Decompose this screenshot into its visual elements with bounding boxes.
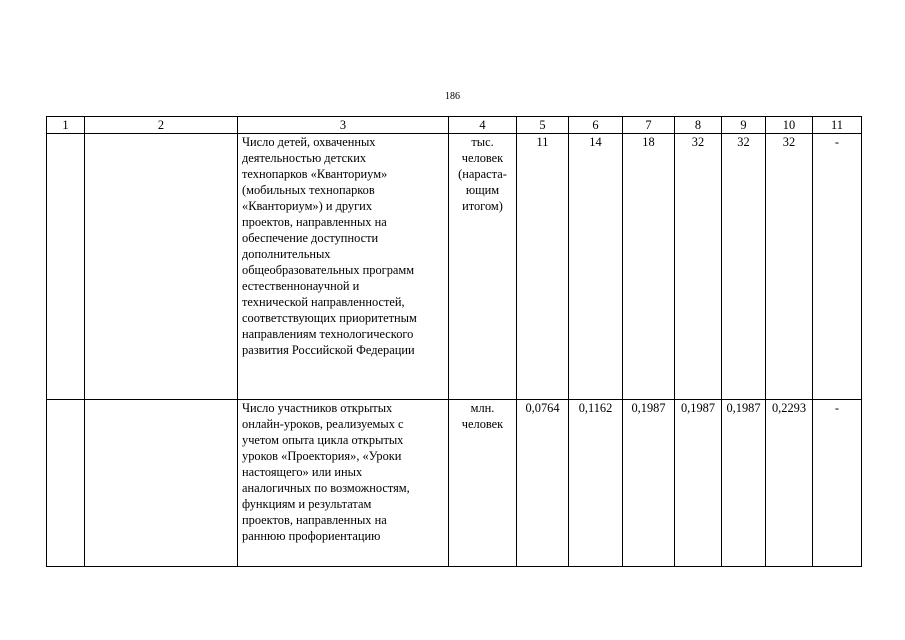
column-header: 1 [47, 117, 85, 134]
table-row [47, 400, 862, 567]
header-row [47, 117, 862, 134]
indicator-line: проектов, направленных на [242, 215, 387, 229]
value-cell: 0,1987 [675, 400, 722, 567]
value-cell: 11 [517, 134, 569, 400]
indicator-line: раннюю профориентацию [242, 529, 381, 543]
table-cell [47, 134, 85, 400]
indicator-line: естественнонаучной и [242, 279, 360, 293]
indicator-line: Число участников открытых [242, 401, 393, 415]
indicator-line: аналогичных по возможностям, [242, 481, 410, 495]
indicator-line: функциям и результатам [242, 497, 372, 511]
unit-cell [449, 134, 517, 400]
unit-line: (нараста- [458, 167, 507, 181]
value-cell: 0,1987 [722, 400, 766, 567]
table-cell [47, 400, 85, 567]
value-cell: 0,1987 [623, 400, 675, 567]
unit-line: итогом) [462, 199, 503, 213]
indicator-line: проектов, направленных на [242, 513, 387, 527]
table-cell [85, 400, 238, 567]
table-row [47, 134, 862, 400]
column-header: 3 [238, 117, 449, 134]
indicator-line: (мобильных технопарков [242, 183, 375, 197]
indicator-line: учетом опыта цикла открытых [242, 433, 404, 447]
value-cell: 32 [722, 134, 766, 400]
unit-line: тыс. [471, 135, 494, 149]
indicator-line: Число детей, охваченных [242, 135, 376, 149]
indicator-line: соответствующих приоритетным [242, 311, 417, 325]
column-header: 4 [449, 117, 517, 134]
indicator-line: технопарков «Кванториум» [242, 167, 388, 181]
indicator-cell [238, 134, 449, 400]
indicator-cell [238, 400, 449, 567]
page-number: 186 [445, 91, 460, 102]
indicator-line: онлайн-уроков, реализуемых с [242, 417, 404, 431]
value-cell: 0,1162 [569, 400, 623, 567]
indicators-table [46, 116, 862, 567]
value-cell: 18 [623, 134, 675, 400]
column-header: 5 [517, 117, 569, 134]
unit-line: ющим [465, 183, 500, 197]
value-cell: - [813, 134, 862, 400]
indicator-line: «Кванториум») и других [242, 199, 373, 213]
indicator-line: дополнительных [242, 247, 331, 261]
value-cell: 32 [675, 134, 722, 400]
indicator-line: уроков «Проектория», «Уроки [242, 449, 402, 463]
unit-line: человек [461, 151, 504, 165]
table-cell [85, 134, 238, 400]
indicator-line: общеобразовательных программ [242, 263, 415, 277]
indicator-line: настоящего» или иных [242, 465, 363, 479]
indicator-line: технической направленностей, [242, 295, 405, 309]
indicator-line: обеспечение доступности [242, 231, 379, 245]
unit-line: человек [461, 417, 504, 431]
value-cell: 0,0764 [517, 400, 569, 567]
value-cell: 32 [766, 134, 813, 400]
column-header: 2 [85, 117, 238, 134]
value-cell: 0,2293 [766, 400, 813, 567]
column-header: 10 [766, 117, 813, 134]
column-header: 9 [722, 117, 766, 134]
unit-cell [449, 400, 517, 567]
unit-line: млн. [470, 401, 495, 415]
column-header: 7 [623, 117, 675, 134]
value-cell: - [813, 400, 862, 567]
value-cell: 14 [569, 134, 623, 400]
column-header: 8 [675, 117, 722, 134]
indicator-line: направлениям технологического [242, 327, 414, 341]
indicator-line: деятельностью детских [242, 151, 367, 165]
column-header: 11 [813, 117, 862, 134]
indicator-line: развития Российской Федерации [242, 343, 415, 357]
column-header: 6 [569, 117, 623, 134]
